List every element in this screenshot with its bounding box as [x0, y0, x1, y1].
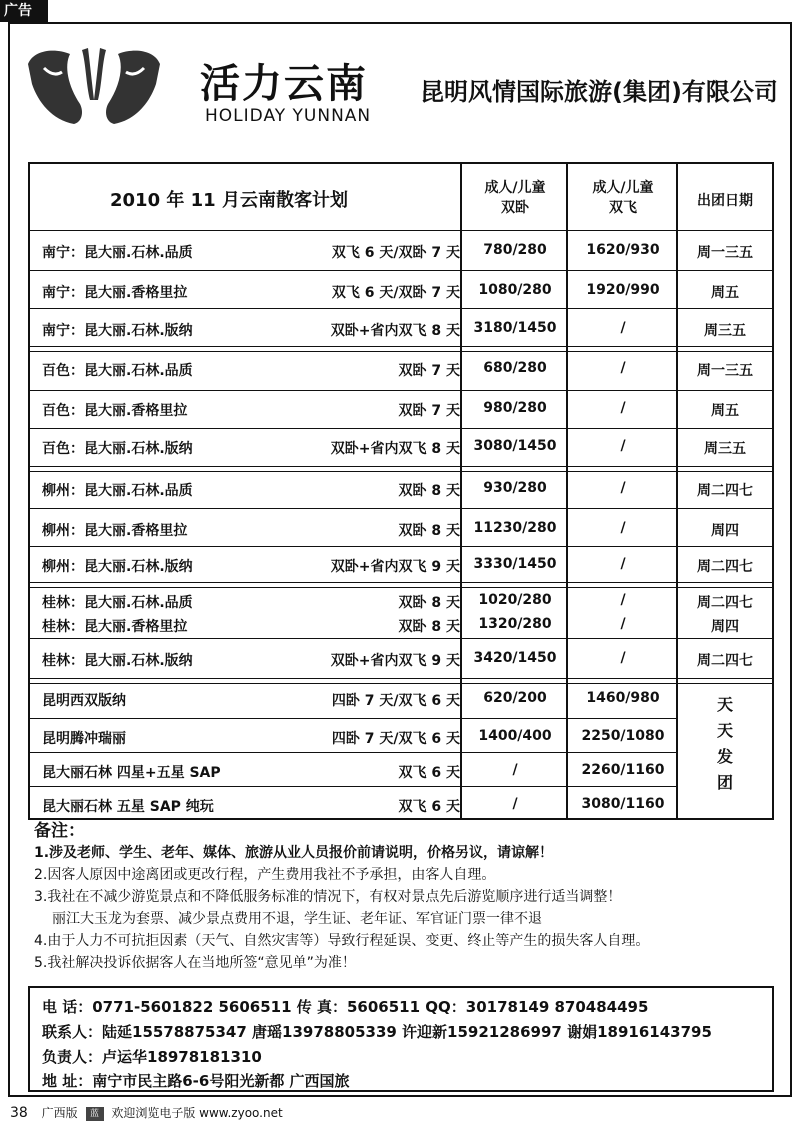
- tour-schedule-table: [28, 162, 774, 820]
- price-sleeper-cell: /: [512, 762, 518, 778]
- departure-date-cell: 周四: [711, 619, 739, 635]
- note-item: 丽江大玉龙为套票、减少景点费用不退，学生证、老年证、军官证门票一律不退: [52, 911, 542, 927]
- daily-char: 天: [716, 695, 733, 714]
- price-sleeper-cell: 3080/1450: [473, 438, 557, 454]
- note-item: 2.因客人原因中途离团或更改行程，产生费用我社不予承担，由客人自理。: [34, 867, 496, 883]
- price-sleeper-cell: 1080/280: [478, 282, 552, 298]
- company-name: 昆明风情国际旅游(集团)有限公司: [420, 78, 778, 106]
- price-sleeper-cell: 1320/280: [478, 616, 552, 632]
- route-cell: 桂林：昆大丽.石林.品质: [42, 595, 193, 611]
- duration-cell: 双卧 8 天: [398, 595, 460, 611]
- route-cell: 百色：昆大丽.香格里拉: [42, 403, 188, 419]
- route-cell: 百色：昆大丽.石林.品质: [42, 363, 193, 379]
- route-cell: 柳州：昆大丽.香格里拉: [42, 523, 188, 539]
- duration-cell: 双卧 7 天: [398, 363, 460, 379]
- price-sleeper-cell: 11230/280: [473, 520, 557, 536]
- duration-cell: 双飞 6 天/双卧 7 天: [331, 245, 460, 261]
- brand-name-en: HOLIDAY YUNNAN: [205, 106, 372, 126]
- price-flight-cell: /: [620, 616, 626, 632]
- route-cell: 昆明西双版纳: [42, 693, 126, 709]
- price-flight-cell: /: [620, 650, 626, 666]
- duration-cell: 双飞 6 天/双卧 7 天: [331, 285, 460, 301]
- daily-char: 发: [716, 747, 733, 766]
- duration-cell: 双卧 8 天: [398, 483, 460, 499]
- daily-char: 天: [716, 721, 733, 740]
- price-flight-cell: 1920/990: [586, 282, 660, 298]
- ad-tag: 广告: [0, 0, 48, 22]
- price-sleeper-cell: 3330/1450: [473, 556, 557, 572]
- price-flight-cell: /: [620, 556, 626, 572]
- duration-cell: 双卧+省内双飞 9 天: [330, 653, 460, 669]
- page-footer: [10, 1104, 283, 1121]
- notes-section: [34, 820, 649, 974]
- route-cell: 桂林：昆大丽.石林.版纳: [42, 653, 193, 669]
- route-cell: 柳州：昆大丽.石林.品质: [42, 483, 193, 499]
- price-flight-cell: /: [620, 400, 626, 416]
- price-flight-cell: 2250/1080: [581, 728, 665, 744]
- duration-cell: 四卧 7 天/双飞 6 天: [331, 731, 460, 747]
- price-sleeper-cell: 980/280: [483, 400, 547, 416]
- table-title: 2010 年 11 月云南散客计划: [110, 190, 348, 211]
- contact-box: [28, 986, 774, 1092]
- departure-date-cell: 周五: [711, 285, 739, 301]
- price-sleeper-cell: 620/200: [483, 690, 547, 706]
- price-flight-cell: /: [620, 520, 626, 536]
- price-flight-cell: /: [620, 438, 626, 454]
- price-sleeper-cell: 930/280: [483, 480, 547, 496]
- departure-date-cell: 周三五: [704, 323, 746, 339]
- duration-cell: 双卧+省内双飞 9 天: [330, 559, 460, 575]
- price-flight-cell: /: [620, 592, 626, 608]
- departure-date-cell: 周一三五: [697, 245, 753, 261]
- duration-cell: 双卧 7 天: [398, 403, 460, 419]
- duration-cell: 双飞 6 天: [398, 765, 460, 781]
- duration-cell: 双卧 8 天: [398, 619, 460, 635]
- departure-date-cell: 周三五: [704, 441, 746, 457]
- price-sleeper-cell: 780/280: [483, 242, 547, 258]
- daily-departure-label: [680, 692, 770, 796]
- page-number: 38: [10, 1105, 28, 1121]
- price-flight-cell: 1460/980: [586, 690, 660, 706]
- route-cell: 南宁：昆大丽.香格里拉: [42, 285, 188, 301]
- duration-cell: 双卧 8 天: [398, 523, 460, 539]
- duration-cell: 四卧 7 天/双飞 6 天: [331, 693, 460, 709]
- note-item: 1.涉及老师、学生、老年、媒体、旅游从业人员报价前请说明，价格另议，请谅解！: [34, 845, 554, 861]
- route-cell: 南宁：昆大丽.石林.品质: [42, 245, 193, 261]
- holiday-yunnan-logo-icon: [24, 44, 164, 128]
- price-sleeper-cell: 1400/400: [478, 728, 552, 744]
- contact-phone: 电 话：0771-5601822 5606511 传 真：5606511 QQ：30178149 870484495: [42, 998, 649, 1016]
- price-sleeper-cell: 3420/1450: [473, 650, 557, 666]
- route-cell: 昆明腾冲瑞丽: [42, 731, 126, 747]
- price-sleeper-cell: 1020/280: [478, 592, 552, 608]
- route-cell: 桂林：昆大丽.香格里拉: [42, 619, 188, 635]
- duration-cell: 双飞 6 天: [398, 799, 460, 815]
- departure-date-cell: 周一三五: [697, 363, 753, 379]
- price-flight-cell: 2260/1160: [581, 762, 665, 778]
- note-item: 5.我社解决投诉依据客人在当地所签“意见单”为准！: [34, 955, 356, 971]
- price-flight-cell: 3080/1160: [581, 796, 665, 812]
- notes-title: 备注：: [34, 821, 85, 841]
- contact-people: 联系人：陆延15578875347 唐瑶13978805339 许迎新15921286997 谢娟18916143795: [42, 1023, 712, 1041]
- route-cell: 昆大丽石林 五星 SAP 纯玩: [42, 799, 214, 815]
- departure-date-cell: 周二四七: [697, 595, 753, 611]
- price-sleeper-cell: 680/280: [483, 360, 547, 376]
- edition-badge: 蓝: [86, 1107, 104, 1121]
- duration-cell: 双卧+省内双飞 8 天: [330, 441, 460, 457]
- price-sleeper-cell: /: [512, 796, 518, 812]
- price-flight-cell: 1620/930: [586, 242, 660, 258]
- route-cell: 南宁：昆大丽.石林.版纳: [42, 323, 193, 339]
- contact-manager: 负责人：卢运华18978181310: [42, 1048, 262, 1066]
- footer-link[interactable]: 欢迎浏览电子版 www.zyoo.net: [111, 1106, 283, 1120]
- price-flight-cell: /: [620, 480, 626, 496]
- daily-char: 团: [716, 773, 733, 792]
- contact-address: 地 址：南宁市民主路6-6号阳光新都 广西国旅: [42, 1072, 350, 1090]
- duration-cell: 双卧+省内双飞 8 天: [330, 323, 460, 339]
- price-sleeper-cell: 3180/1450: [473, 320, 557, 336]
- header-price-sleeper: 成人/儿童 双卧: [484, 180, 546, 216]
- header-departure-date: 出团日期: [697, 193, 753, 209]
- note-item: 4.由于人力不可抗拒因素（天气、自然灾害等）导致行程延误、变更、终止等产生的损失客人自理。: [34, 933, 650, 949]
- header-price-flight: 成人/儿童 双飞: [592, 180, 654, 216]
- price-flight-cell: /: [620, 360, 626, 376]
- departure-date-cell: 周二四七: [697, 559, 753, 575]
- price-flight-cell: /: [620, 320, 626, 336]
- route-cell: 柳州：昆大丽.石林.版纳: [42, 559, 193, 575]
- note-item: 3.我社在不减少游览景点和不降低服务标准的情况下，有权对景点先后游览顺序进行适当调整！: [34, 889, 622, 905]
- departure-date-cell: 周五: [711, 403, 739, 419]
- route-cell: 昆大丽石林 四星+五星 SAP: [42, 765, 221, 781]
- brand-name-cn: 活力云南: [200, 60, 368, 107]
- departure-date-cell: 周二四七: [697, 483, 753, 499]
- route-cell: 百色：昆大丽.石林.版纳: [42, 441, 193, 457]
- departure-date-cell: 周二四七: [697, 653, 753, 669]
- departure-date-cell: 周四: [711, 523, 739, 539]
- edition-label: 广西版: [41, 1106, 78, 1120]
